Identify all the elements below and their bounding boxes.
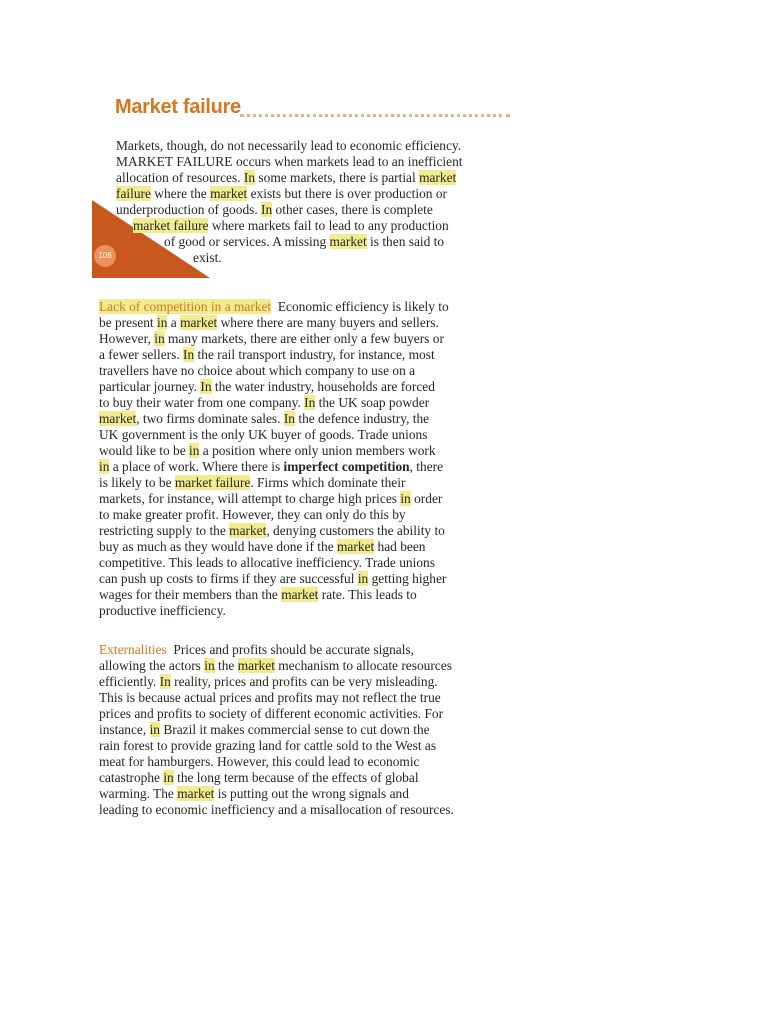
competition-line-8 xyxy=(99,411,429,427)
highlighted-term: in xyxy=(163,770,174,785)
text-run: meat for hamburgers. However, this could lead to economic xyxy=(99,754,420,769)
externalities-line-6 xyxy=(99,722,430,738)
externalities-line-3 xyxy=(99,674,438,690)
externalities-line-2 xyxy=(99,658,452,674)
competition-line-13 xyxy=(99,491,442,507)
text-run: wages for their members than the xyxy=(99,587,282,602)
text-run: instance, xyxy=(99,722,150,737)
competition-line-15 xyxy=(99,523,445,539)
externalities-line-9 xyxy=(99,770,419,786)
competition-line-18 xyxy=(99,571,446,587)
externalities-line-7 xyxy=(99,738,436,754)
highlighted-term: in xyxy=(204,658,215,673)
text-run: a place of work. Where there is xyxy=(109,459,284,474)
highlighted-term: in xyxy=(189,443,200,458)
text-run: productive inefficiency. xyxy=(99,603,226,618)
text-run: is putting out the wrong signals and xyxy=(214,786,409,801)
text-run: the xyxy=(214,658,238,673)
text-run: where there are many buyers and sellers. xyxy=(217,315,439,330)
intro-line-3 xyxy=(116,170,456,186)
subsection-title: Lack of competition in a market xyxy=(99,299,272,314)
highlighted-term: In xyxy=(243,170,256,185)
text-run: warming. The xyxy=(99,786,178,801)
text-run: exist. xyxy=(193,250,222,265)
competition-line-16 xyxy=(99,539,426,555)
text-run: travellers have no choice about which company to use on a xyxy=(99,363,416,378)
text-run: , there xyxy=(409,459,444,474)
text-run: to buy their water from one company. xyxy=(99,395,305,410)
competition-line-6 xyxy=(99,379,435,395)
text-run: the rail transport industry, for instance, most xyxy=(194,347,435,362)
text-run: Prices and profits should be accurate signals, xyxy=(173,642,414,657)
text-run: a position where only union members work xyxy=(199,443,436,458)
text-run: allocation of resources. xyxy=(116,170,241,185)
competition-line-12 xyxy=(99,475,405,491)
text-run: occurs when markets lead to an inefficient xyxy=(232,154,463,169)
text-run: be present xyxy=(99,315,158,330)
competition-line-11 xyxy=(99,459,443,475)
highlighted-term: in xyxy=(157,315,168,330)
externalities-line-11 xyxy=(99,802,454,818)
text-run: , two firms dominate sales. xyxy=(136,411,284,426)
highlighted-term: in xyxy=(357,571,369,586)
highlighted-term: failure xyxy=(116,186,151,201)
text-run: reality, prices and profits can be very misleading. xyxy=(170,674,438,689)
text-run: Brazil it makes commercial sense to cut down the xyxy=(160,722,430,737)
section-heading: Market failure xyxy=(115,96,241,118)
competition-line-4 xyxy=(99,347,435,363)
intro-line-6 xyxy=(133,218,449,234)
text-run: competitive. This leads to allocative inefficiency. Trade unions xyxy=(99,555,435,570)
text-run: However, xyxy=(99,331,155,346)
text-run: the water industry, households are forced xyxy=(211,379,435,394)
highlighted-term: market xyxy=(177,786,215,801)
intro-line-7 xyxy=(164,234,444,250)
text-run: getting higher xyxy=(368,571,447,586)
intro-line-1 xyxy=(116,138,461,154)
text-run: to make greater profit. However, they can only do this by xyxy=(99,507,406,522)
intro-line-8 xyxy=(193,250,222,266)
text-run: UK government is the only UK buyer of goods. Trade unions xyxy=(99,427,428,442)
highlighted-term: In xyxy=(261,202,273,217)
key-term: MARKET FAILURE xyxy=(116,154,233,169)
text-run: restricting supply to the xyxy=(99,523,230,538)
competition-line-9 xyxy=(99,427,427,443)
text-run: buy as much as they would have done if the xyxy=(99,539,337,554)
text-run: underproduction of goods. xyxy=(116,202,262,217)
text-run: particular journey. xyxy=(99,379,201,394)
competition-line-3 xyxy=(99,331,444,347)
highlighted-term: market xyxy=(237,658,275,673)
text-run: Economic efficiency is likely to xyxy=(277,299,449,314)
intro-line-5 xyxy=(116,202,433,218)
externalities-line-5 xyxy=(99,706,443,722)
text-run: where markets fail to lead to any production xyxy=(208,218,449,233)
text-run: rate. This leads to xyxy=(318,587,417,602)
text-run: catastrophe xyxy=(99,770,164,785)
text-run: a fewer sellers. xyxy=(99,347,184,362)
text-run: Markets, though, do not necessarily lead to economic efficiency. xyxy=(116,138,462,153)
highlighted-term: market xyxy=(229,523,267,538)
text-run: many markets, there are either only a few buyers or xyxy=(164,331,444,346)
highlighted-term: market failure xyxy=(133,218,209,233)
text-run: order xyxy=(410,491,443,506)
highlighted-term: In xyxy=(159,674,171,689)
text-run: some markets, there is partial xyxy=(255,170,420,185)
text-run: , denying customers the ability to xyxy=(266,523,445,538)
highlighted-term: market xyxy=(329,234,367,249)
highlighted-term: in xyxy=(400,491,411,506)
highlighted-term: market xyxy=(180,315,218,330)
text-run: This is because actual prices and profits may not reflect the true xyxy=(99,690,441,705)
text-run: mechanism to allocate resources xyxy=(274,658,452,673)
competition-line-20 xyxy=(99,603,226,619)
text-run: the defence industry, the xyxy=(295,411,430,426)
text-run: allowing the actors xyxy=(99,658,205,673)
subsection-title: Externalities xyxy=(99,642,167,657)
competition-line-17 xyxy=(99,555,435,571)
text-run: . Firms which dominate their xyxy=(250,475,406,490)
text-run: is then said to xyxy=(366,234,445,249)
highlighted-term: in xyxy=(149,722,160,737)
text-run: other cases, there is complete xyxy=(272,202,433,217)
externalities-line-8 xyxy=(99,754,420,770)
competition-line-1 xyxy=(99,299,449,315)
text-run: where the xyxy=(150,186,211,201)
text-run: efficiently. xyxy=(99,674,160,689)
highlighted-term: market xyxy=(210,186,248,201)
page-number: 106 xyxy=(94,245,116,267)
competition-line-19 xyxy=(99,587,417,603)
text-run: a xyxy=(167,315,181,330)
text-run: had been xyxy=(374,539,426,554)
highlighted-term: In xyxy=(183,347,195,362)
highlighted-term: In xyxy=(304,395,316,410)
intro-line-2 xyxy=(116,154,463,170)
highlighted-term: market failure xyxy=(174,475,251,490)
highlighted-term: market xyxy=(99,411,137,426)
externalities-line-1 xyxy=(99,642,414,658)
highlighted-term: in xyxy=(154,331,165,346)
bold-term: imperfect competition xyxy=(283,459,410,474)
competition-line-10 xyxy=(99,443,436,459)
externalities-line-4 xyxy=(99,690,441,706)
externalities-line-10 xyxy=(99,786,409,802)
highlighted-term: In xyxy=(283,411,295,426)
text-run: can push up costs to firms if they are successful xyxy=(99,571,358,586)
highlighted-term: market xyxy=(337,539,375,554)
highlighted-term: market xyxy=(419,170,457,185)
competition-line-2 xyxy=(99,315,439,331)
text-run: would like to be xyxy=(99,443,190,458)
text-run: markets, for instance, will attempt to charge high prices xyxy=(99,491,401,506)
intro-line-4 xyxy=(116,186,447,202)
text-run: rain forest to provide grazing land for cattle sold to the West as xyxy=(99,738,437,753)
text-run: is likely to be xyxy=(99,475,175,490)
text-run: the long term because of the effects of global xyxy=(173,770,419,785)
text-run: the UK soap powder xyxy=(315,395,430,410)
competition-line-5 xyxy=(99,363,415,379)
highlighted-term: in xyxy=(99,459,110,474)
text-run: exists but there is over production or xyxy=(247,186,447,201)
heading-dotted-rule xyxy=(240,114,510,117)
competition-line-14 xyxy=(99,507,406,523)
text-run: prices and profits to society of different economic activities. For xyxy=(99,706,444,721)
highlighted-term: In xyxy=(200,379,212,394)
text-run: leading to economic inefficiency and a misallocation of resources. xyxy=(99,802,454,817)
competition-line-7 xyxy=(99,395,429,411)
highlighted-term: market xyxy=(281,587,319,602)
text-run: of good or services. A missing xyxy=(164,234,330,249)
